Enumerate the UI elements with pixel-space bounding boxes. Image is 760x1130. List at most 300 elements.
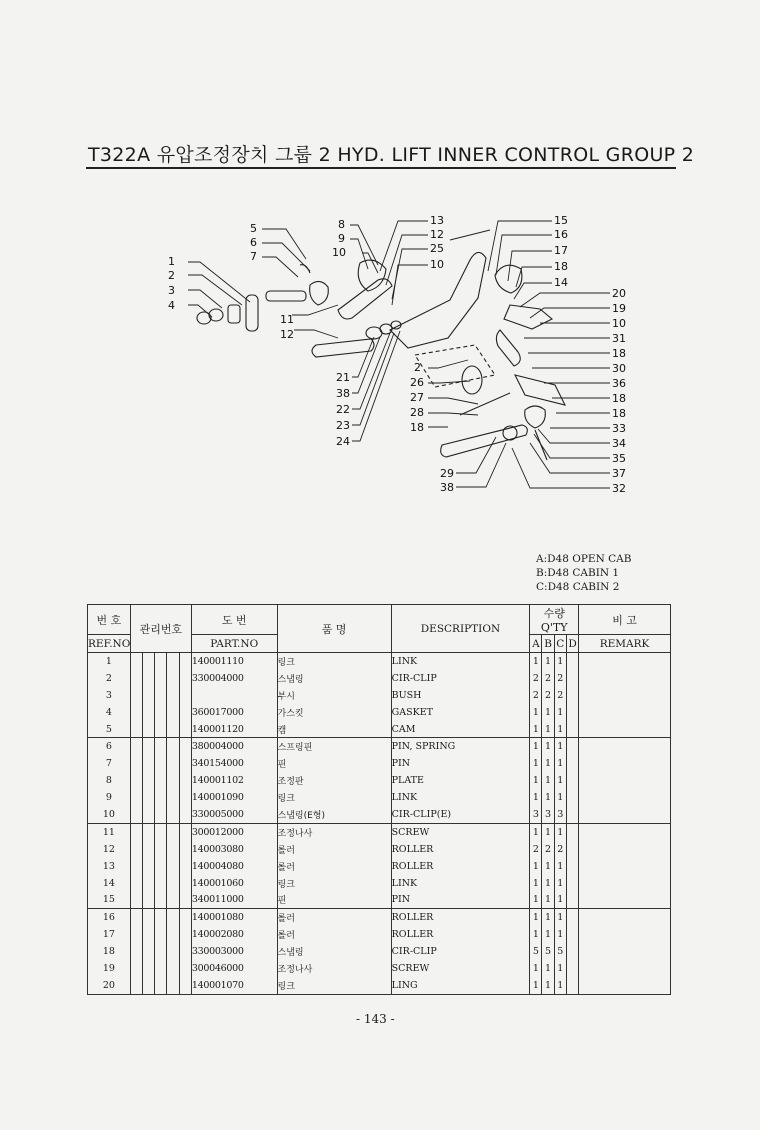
cell-ref-no: 15 <box>88 891 131 908</box>
cell-remark <box>579 977 671 994</box>
cell-mgmt-no <box>143 875 155 892</box>
cell-description: SCREW <box>391 960 530 977</box>
header-description: DESCRIPTION <box>391 605 530 653</box>
cell-part-no: 340154000 <box>191 755 277 772</box>
callout-label: 38 <box>336 387 350 400</box>
cell-description: CIR-CLIP(E) <box>391 806 530 823</box>
cell-mgmt-no <box>167 960 179 977</box>
cell-name-ko: 캠 <box>277 721 391 738</box>
cell-qty-b: 1 <box>542 858 554 875</box>
cell-qty-a: 3 <box>530 806 542 823</box>
page-title: T322A 유압조정장치 그룹 2 HYD. LIFT INNER CONTROL GROUP 2 <box>88 144 695 166</box>
cell-mgmt-no <box>179 841 191 858</box>
cell-mgmt-no <box>179 687 191 704</box>
cell-description: CAM <box>391 721 530 738</box>
legend-item-b: B:D48 CABIN 1 <box>536 567 620 579</box>
cell-mgmt-no <box>167 704 179 721</box>
header-qty-d: D <box>566 635 578 653</box>
table-row <box>88 977 671 994</box>
cell-qty-d <box>566 960 578 977</box>
callout-label: 24 <box>336 435 350 448</box>
cell-mgmt-no <box>143 823 155 840</box>
cell-mgmt-no <box>167 738 179 755</box>
cell-mgmt-no <box>179 891 191 908</box>
cell-name-ko: 롤러 <box>277 909 391 926</box>
cell-mgmt-no <box>130 875 142 892</box>
cell-qty-b: 2 <box>542 670 554 687</box>
cell-name-ko: 링크 <box>277 977 391 994</box>
cell-mgmt-no <box>167 806 179 823</box>
cell-description: LINK <box>391 789 530 806</box>
cell-mgmt-no <box>167 687 179 704</box>
callout-label: 37 <box>612 467 626 480</box>
cell-qty-b: 1 <box>542 891 554 908</box>
cell-qty-a: 1 <box>530 891 542 908</box>
page-number: - 143 - <box>356 1012 395 1026</box>
cell-qty-d <box>566 926 578 943</box>
cell-part-no: 140001070 <box>191 977 277 994</box>
callout-label: 3 <box>168 284 175 297</box>
cell-mgmt-no <box>179 926 191 943</box>
cell-mgmt-no <box>130 670 142 687</box>
cell-mgmt-no <box>143 891 155 908</box>
cell-part-no <box>191 687 277 704</box>
cell-mgmt-no <box>130 841 142 858</box>
cell-description: PLATE <box>391 772 530 789</box>
cell-name-ko: 스냅링 <box>277 670 391 687</box>
cell-qty-c: 3 <box>554 806 566 823</box>
cell-mgmt-no <box>130 891 142 908</box>
cell-name-ko: 스냅링(E형) <box>277 806 391 823</box>
cell-ref-no: 16 <box>88 909 131 926</box>
cell-qty-c: 1 <box>554 755 566 772</box>
cell-name-ko: 롤러 <box>277 926 391 943</box>
cell-mgmt-no <box>155 704 167 721</box>
cell-qty-d <box>566 841 578 858</box>
cell-qty-a: 1 <box>530 926 542 943</box>
cell-qty-b: 1 <box>542 926 554 943</box>
cell-mgmt-no <box>143 926 155 943</box>
cell-qty-b: 5 <box>542 943 554 960</box>
cell-qty-a: 2 <box>530 670 542 687</box>
cell-part-no: 330005000 <box>191 806 277 823</box>
cell-mgmt-no <box>143 653 155 670</box>
header-remark-ko: 비 고 <box>579 605 671 635</box>
cell-ref-no: 5 <box>88 721 131 738</box>
cell-mgmt-no <box>179 704 191 721</box>
header-qty: 수량 Q'TY <box>530 605 579 635</box>
cell-qty-b: 1 <box>542 875 554 892</box>
cell-mgmt-no <box>155 755 167 772</box>
cell-description: BUSH <box>391 687 530 704</box>
callout-label: 10 <box>430 258 444 271</box>
cell-description: CIR-CLIP <box>391 670 530 687</box>
cell-qty-c: 1 <box>554 858 566 875</box>
cell-qty-b: 1 <box>542 823 554 840</box>
cell-mgmt-no <box>167 823 179 840</box>
cell-remark <box>579 823 671 840</box>
cell-qty-b: 1 <box>542 977 554 994</box>
cell-qty-c: 5 <box>554 943 566 960</box>
callout-label: 31 <box>612 332 626 345</box>
cell-mgmt-no <box>167 926 179 943</box>
cell-description: LINK <box>391 875 530 892</box>
cell-ref-no: 13 <box>88 858 131 875</box>
cell-ref-no: 18 <box>88 943 131 960</box>
cell-mgmt-no <box>130 738 142 755</box>
cell-remark <box>579 789 671 806</box>
cell-mgmt-no <box>179 875 191 892</box>
cell-ref-no: 4 <box>88 704 131 721</box>
callout-label: 14 <box>554 276 568 289</box>
cell-qty-a: 1 <box>530 875 542 892</box>
cell-mgmt-no <box>167 909 179 926</box>
cell-mgmt-no <box>167 789 179 806</box>
legend-item-c: C:D48 CABIN 2 <box>536 581 620 593</box>
callout-label: 7 <box>250 250 257 263</box>
cell-remark <box>579 909 671 926</box>
cell-part-no: 140001080 <box>191 909 277 926</box>
cell-name-ko: 핀 <box>277 891 391 908</box>
callout-label: 1 <box>168 255 175 268</box>
cell-name-ko: 링크 <box>277 789 391 806</box>
cell-qty-b: 1 <box>542 789 554 806</box>
header-qty-a: A <box>530 635 542 653</box>
callout-label: 23 <box>336 419 350 432</box>
table-row <box>88 909 671 926</box>
cell-qty-a: 1 <box>530 704 542 721</box>
header-ref-en: REF.NO <box>88 635 131 653</box>
cell-qty-d <box>566 891 578 908</box>
cell-mgmt-no <box>143 909 155 926</box>
cell-mgmt-no <box>130 653 142 670</box>
cell-mgmt-no <box>155 721 167 738</box>
cell-name-ko: 부시 <box>277 687 391 704</box>
cell-name-ko: 스프링핀 <box>277 738 391 755</box>
cell-qty-c: 1 <box>554 977 566 994</box>
cell-name-ko: 조정나사 <box>277 823 391 840</box>
header-ref-ko: 번 호 <box>88 605 131 635</box>
cell-part-no: 140003080 <box>191 841 277 858</box>
cell-mgmt-no <box>155 977 167 994</box>
callout-label: 18 <box>612 347 626 360</box>
cell-qty-a: 1 <box>530 977 542 994</box>
cell-mgmt-no <box>179 806 191 823</box>
cell-qty-b: 2 <box>542 841 554 858</box>
cell-remark <box>579 875 671 892</box>
cell-part-no: 140001090 <box>191 789 277 806</box>
cell-qty-a: 1 <box>530 653 542 670</box>
cell-ref-no: 9 <box>88 789 131 806</box>
table-row <box>88 670 671 687</box>
cell-part-no: 140002080 <box>191 926 277 943</box>
cell-mgmt-no <box>155 960 167 977</box>
cell-qty-d <box>566 806 578 823</box>
table-row <box>88 653 671 670</box>
cell-description: ROLLER <box>391 909 530 926</box>
cell-mgmt-no <box>167 943 179 960</box>
callout-label: 34 <box>612 437 626 450</box>
cell-ref-no: 12 <box>88 841 131 858</box>
cell-part-no: 340011000 <box>191 891 277 908</box>
cell-name-ko: 롤러 <box>277 858 391 875</box>
header-mgmt-no: 관리번호 <box>130 605 191 653</box>
cell-qty-d <box>566 653 578 670</box>
cell-mgmt-no <box>167 670 179 687</box>
callout-label: 27 <box>410 391 424 404</box>
cell-name-ko: 스냅링 <box>277 943 391 960</box>
cell-mgmt-no <box>143 789 155 806</box>
cell-remark <box>579 926 671 943</box>
callout-label: 4 <box>168 299 175 312</box>
cell-qty-a: 2 <box>530 841 542 858</box>
callout-label: 38 <box>440 481 454 494</box>
cell-remark <box>579 755 671 772</box>
cell-qty-b: 1 <box>542 653 554 670</box>
cell-qty-d <box>566 823 578 840</box>
cell-mgmt-no <box>167 858 179 875</box>
cell-description: GASKET <box>391 704 530 721</box>
callout-label: 35 <box>612 452 626 465</box>
cell-qty-d <box>566 977 578 994</box>
callout-label: 5 <box>250 222 257 235</box>
cell-qty-b: 3 <box>542 806 554 823</box>
cell-mgmt-no <box>155 653 167 670</box>
cell-name-ko: 링크 <box>277 653 391 670</box>
cell-mgmt-no <box>179 858 191 875</box>
cell-name-ko: 핀 <box>277 755 391 772</box>
callout-label: 19 <box>612 302 626 315</box>
cell-mgmt-no <box>143 755 155 772</box>
callout-label: 16 <box>554 228 568 241</box>
cell-qty-c: 1 <box>554 926 566 943</box>
cell-remark <box>579 858 671 875</box>
table-row <box>88 960 671 977</box>
cell-mgmt-no <box>130 943 142 960</box>
cell-mgmt-no <box>130 755 142 772</box>
cell-part-no: 140001060 <box>191 875 277 892</box>
cell-qty-a: 1 <box>530 772 542 789</box>
cell-mgmt-no <box>167 977 179 994</box>
cell-mgmt-no <box>155 858 167 875</box>
callout-label: 18 <box>410 421 424 434</box>
callout-label: 17 <box>554 244 568 257</box>
cell-qty-a: 1 <box>530 789 542 806</box>
cell-part-no: 360017000 <box>191 704 277 721</box>
cell-ref-no: 17 <box>88 926 131 943</box>
callout-label: 2 <box>414 361 421 374</box>
cell-mgmt-no <box>143 841 155 858</box>
table-row <box>88 721 671 738</box>
cell-part-no: 330003000 <box>191 943 277 960</box>
cell-description: PIN <box>391 891 530 908</box>
cell-description: SCREW <box>391 823 530 840</box>
cell-ref-no: 3 <box>88 687 131 704</box>
table-row <box>88 875 671 892</box>
cell-mgmt-no <box>179 653 191 670</box>
callout-label: 10 <box>332 246 346 259</box>
cell-mgmt-no <box>130 806 142 823</box>
model-legend <box>536 552 631 594</box>
callout-label: 28 <box>410 406 424 419</box>
callout-label: 29 <box>440 467 454 480</box>
cell-description: LINK <box>391 653 530 670</box>
cell-part-no: 300046000 <box>191 960 277 977</box>
callout-label: 18 <box>554 260 568 273</box>
cell-qty-d <box>566 670 578 687</box>
cell-mgmt-no <box>167 841 179 858</box>
cell-mgmt-no <box>130 687 142 704</box>
cell-name-ko: 조정판 <box>277 772 391 789</box>
cell-mgmt-no <box>130 704 142 721</box>
cell-mgmt-no <box>155 789 167 806</box>
cell-mgmt-no <box>130 823 142 840</box>
cell-description: CIR-CLIP <box>391 943 530 960</box>
cell-mgmt-no <box>143 772 155 789</box>
table-row <box>88 926 671 943</box>
table-row <box>88 738 671 755</box>
cell-mgmt-no <box>167 891 179 908</box>
cell-qty-c: 1 <box>554 653 566 670</box>
callout-label: 33 <box>612 422 626 435</box>
cell-mgmt-no <box>143 977 155 994</box>
cell-description: PIN, SPRING <box>391 738 530 755</box>
cell-ref-no: 2 <box>88 670 131 687</box>
header-qty-b: B <box>542 635 554 653</box>
cell-remark <box>579 943 671 960</box>
cell-remark <box>579 721 671 738</box>
cell-description: ROLLER <box>391 858 530 875</box>
cell-mgmt-no <box>155 823 167 840</box>
header-part-ko: 도 번 <box>191 605 277 635</box>
cell-mgmt-no <box>179 789 191 806</box>
callout-label: 12 <box>280 328 294 341</box>
table-row <box>88 772 671 789</box>
cell-mgmt-no <box>130 772 142 789</box>
cell-mgmt-no <box>155 841 167 858</box>
cell-qty-d <box>566 772 578 789</box>
cell-qty-b: 1 <box>542 738 554 755</box>
cell-mgmt-no <box>155 891 167 908</box>
callout-label: 32 <box>612 482 626 495</box>
cell-qty-c: 1 <box>554 960 566 977</box>
table-row <box>88 823 671 840</box>
cell-remark <box>579 891 671 908</box>
cell-mgmt-no <box>179 738 191 755</box>
cell-mgmt-no <box>130 977 142 994</box>
cell-qty-c: 1 <box>554 789 566 806</box>
cell-mgmt-no <box>179 670 191 687</box>
callout-label: 15 <box>554 214 568 227</box>
cell-ref-no: 14 <box>88 875 131 892</box>
cell-name-ko: 가스킷 <box>277 704 391 721</box>
table-row <box>88 891 671 908</box>
cell-ref-no: 10 <box>88 806 131 823</box>
header-remark-en: REMARK <box>579 635 671 653</box>
callout-label: 36 <box>612 377 626 390</box>
cell-qty-c: 2 <box>554 687 566 704</box>
callout-label: 2 <box>168 269 175 282</box>
cell-qty-c: 1 <box>554 772 566 789</box>
callout-label: 25 <box>430 242 444 255</box>
cell-qty-a: 2 <box>530 687 542 704</box>
callout-label: 10 <box>612 317 626 330</box>
cell-qty-c: 1 <box>554 891 566 908</box>
cell-ref-no: 8 <box>88 772 131 789</box>
cell-qty-a: 1 <box>530 738 542 755</box>
cell-qty-a: 1 <box>530 858 542 875</box>
cell-mgmt-no <box>143 960 155 977</box>
callout-label: 9 <box>338 232 345 245</box>
cell-part-no: 330004000 <box>191 670 277 687</box>
cell-name-ko: 롤러 <box>277 841 391 858</box>
cell-mgmt-no <box>167 755 179 772</box>
cell-part-no: 140001110 <box>191 653 277 670</box>
cell-mgmt-no <box>143 806 155 823</box>
cell-mgmt-no <box>143 738 155 755</box>
cell-qty-b: 1 <box>542 755 554 772</box>
cell-mgmt-no <box>179 977 191 994</box>
cell-qty-a: 1 <box>530 960 542 977</box>
callout-label: 6 <box>250 236 257 249</box>
cell-remark <box>579 670 671 687</box>
cell-qty-a: 1 <box>530 823 542 840</box>
cell-qty-b: 2 <box>542 687 554 704</box>
header-name-ko: 품 명 <box>277 605 391 653</box>
callout-label: 13 <box>430 214 444 227</box>
cell-remark <box>579 738 671 755</box>
cell-mgmt-no <box>167 653 179 670</box>
cell-part-no: 380004000 <box>191 738 277 755</box>
cell-mgmt-no <box>179 721 191 738</box>
parts-exploded-diagram <box>160 205 640 505</box>
cell-part-no: 140001120 <box>191 721 277 738</box>
cell-qty-b: 1 <box>542 704 554 721</box>
cell-remark <box>579 687 671 704</box>
cell-mgmt-no <box>155 772 167 789</box>
cell-mgmt-no <box>167 721 179 738</box>
cell-mgmt-no <box>155 738 167 755</box>
callout-label: 26 <box>410 376 424 389</box>
cell-part-no: 140001102 <box>191 772 277 789</box>
callout-label: 30 <box>612 362 626 375</box>
legend-item-a: A:D48 OPEN CAB <box>536 553 632 565</box>
cell-description: PIN <box>391 755 530 772</box>
callout-label: 11 <box>280 313 294 326</box>
cell-qty-d <box>566 943 578 960</box>
cell-mgmt-no <box>130 926 142 943</box>
cell-mgmt-no <box>130 721 142 738</box>
cell-mgmt-no <box>130 858 142 875</box>
cell-qty-b: 1 <box>542 960 554 977</box>
cell-mgmt-no <box>143 687 155 704</box>
cell-remark <box>579 841 671 858</box>
cell-mgmt-no <box>179 755 191 772</box>
cell-qty-c: 1 <box>554 704 566 721</box>
cell-mgmt-no <box>155 687 167 704</box>
cell-qty-a: 1 <box>530 755 542 772</box>
callout-label: 18 <box>612 392 626 405</box>
header-qty-c: C <box>554 635 566 653</box>
cell-name-ko: 조정나사 <box>277 960 391 977</box>
table-row <box>88 687 671 704</box>
cell-mgmt-no <box>155 909 167 926</box>
callout-label: 20 <box>612 287 626 300</box>
cell-mgmt-no <box>143 721 155 738</box>
cell-qty-d <box>566 704 578 721</box>
cell-mgmt-no <box>155 875 167 892</box>
callout-label: 18 <box>612 407 626 420</box>
